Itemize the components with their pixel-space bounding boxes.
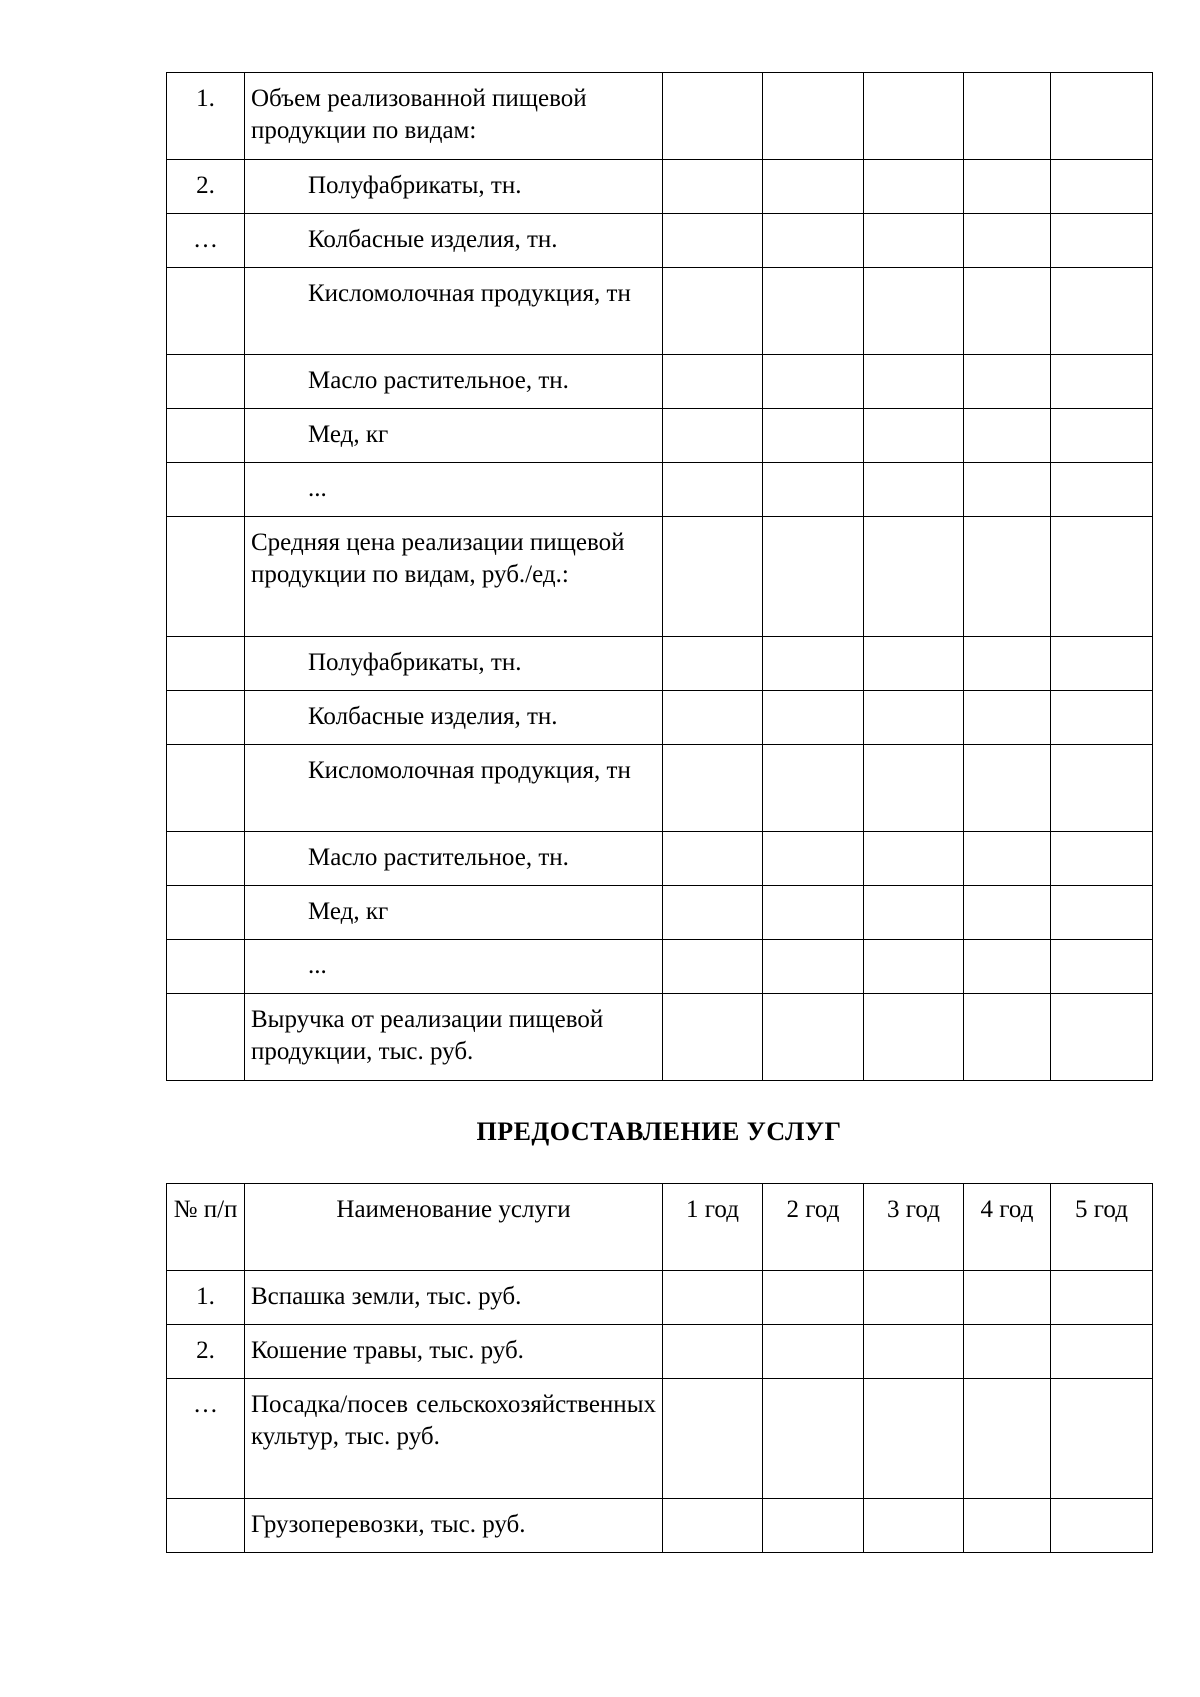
- year-4-cell: [964, 1271, 1051, 1325]
- row-label: Посадка/посев сельскохозяйственных культур, тыс. руб.: [245, 1379, 663, 1499]
- year-5-cell: [1051, 73, 1153, 160]
- table-row: [167, 1499, 1153, 1553]
- year-1-cell: [663, 637, 763, 691]
- row-label: Средняя цена реализации пищевой продукции по видам, руб./ед.:: [245, 517, 663, 637]
- year-2-cell: [763, 691, 864, 745]
- indicators-table-body: [167, 73, 1153, 1081]
- table-row: [167, 160, 1153, 214]
- year-4-cell: [964, 463, 1051, 517]
- year-5-cell: [1051, 355, 1153, 409]
- year-5-cell: [1051, 268, 1153, 355]
- row-label: Масло растительное, тн.: [245, 355, 663, 409]
- row-label: Кисломолочная продукция, тн: [245, 745, 663, 832]
- row-number: …: [167, 214, 245, 268]
- row-number: 1.: [167, 1271, 245, 1325]
- year-4-cell: [964, 355, 1051, 409]
- year-4-cell: [964, 637, 1051, 691]
- year-2-cell: [763, 463, 864, 517]
- year-3-cell: [864, 463, 964, 517]
- year-1-cell: [663, 691, 763, 745]
- year-1-cell: [663, 1271, 763, 1325]
- year-2-cell: [763, 832, 864, 886]
- year-3-cell: [864, 637, 964, 691]
- year-4-cell: [964, 409, 1051, 463]
- year-1-cell: [663, 994, 763, 1081]
- header-year-4: 4 год: [964, 1184, 1051, 1271]
- row-label: Колбасные изделия, тн.: [245, 214, 663, 268]
- row-label: Колбасные изделия, тн.: [245, 691, 663, 745]
- year-1-cell: [663, 1499, 763, 1553]
- year-1-cell: [663, 745, 763, 832]
- table-row: [167, 637, 1153, 691]
- header-year-1: 1 год: [663, 1184, 763, 1271]
- year-5-cell: [1051, 940, 1153, 994]
- year-3-cell: [864, 214, 964, 268]
- row-number: [167, 691, 245, 745]
- year-4-cell: [964, 940, 1051, 994]
- year-3-cell: [864, 1499, 964, 1553]
- table-row: [167, 73, 1153, 160]
- services-table-header: [167, 1184, 1153, 1271]
- year-2-cell: [763, 160, 864, 214]
- year-2-cell: [763, 637, 864, 691]
- row-number: [167, 832, 245, 886]
- row-label: Масло растительное, тн.: [245, 832, 663, 886]
- year-1-cell: [663, 886, 763, 940]
- year-4-cell: [964, 517, 1051, 637]
- year-2-cell: [763, 1379, 864, 1499]
- year-2-cell: [763, 886, 864, 940]
- year-2-cell: [763, 940, 864, 994]
- year-1-cell: [663, 214, 763, 268]
- year-5-cell: [1051, 463, 1153, 517]
- year-2-cell: [763, 994, 864, 1081]
- row-number: [167, 268, 245, 355]
- year-1-cell: [663, 268, 763, 355]
- row-label: Кисломолочная продукция, тн: [245, 268, 663, 355]
- year-5-cell: [1051, 832, 1153, 886]
- year-3-cell: [864, 355, 964, 409]
- row-number: [167, 355, 245, 409]
- year-2-cell: [763, 355, 864, 409]
- year-2-cell: [763, 1499, 864, 1553]
- year-4-cell: [964, 1379, 1051, 1499]
- table-row: [167, 517, 1153, 637]
- year-1-cell: [663, 355, 763, 409]
- year-3-cell: [864, 940, 964, 994]
- year-1-cell: [663, 940, 763, 994]
- row-number: 1.: [167, 73, 245, 160]
- row-number: 2.: [167, 160, 245, 214]
- row-number: [167, 994, 245, 1081]
- year-3-cell: [864, 1325, 964, 1379]
- year-3-cell: [864, 745, 964, 832]
- row-label: Объем реализованной пищевой продукции по видам:: [245, 73, 663, 160]
- year-5-cell: [1051, 1271, 1153, 1325]
- year-4-cell: [964, 994, 1051, 1081]
- year-5-cell: [1051, 886, 1153, 940]
- row-number: [167, 517, 245, 637]
- indicators-table: [166, 72, 1153, 1081]
- year-4-cell: [964, 1499, 1051, 1553]
- year-2-cell: [763, 268, 864, 355]
- year-1-cell: [663, 409, 763, 463]
- table-row: [167, 355, 1153, 409]
- year-5-cell: [1051, 994, 1153, 1081]
- row-label: Грузоперевозки, тыс. руб.: [245, 1499, 663, 1553]
- year-1-cell: [663, 160, 763, 214]
- row-label: Выручка от реализации пищевой продукции, тыс. руб.: [245, 994, 663, 1081]
- row-number: [167, 886, 245, 940]
- section-title: ПРЕДОСТАВЛЕНИЕ УСЛУГ: [476, 1117, 842, 1146]
- row-number: [167, 463, 245, 517]
- table-row: [167, 994, 1153, 1081]
- year-3-cell: [864, 73, 964, 160]
- year-4-cell: [964, 214, 1051, 268]
- year-2-cell: [763, 1325, 864, 1379]
- table-row: [167, 886, 1153, 940]
- year-1-cell: [663, 517, 763, 637]
- year-4-cell: [964, 73, 1051, 160]
- row-label: Мед, кг: [245, 409, 663, 463]
- row-number: [167, 940, 245, 994]
- row-label: ...: [245, 940, 663, 994]
- year-3-cell: [864, 994, 964, 1081]
- row-number: [167, 637, 245, 691]
- table-row: [167, 832, 1153, 886]
- table-row: [167, 691, 1153, 745]
- year-1-cell: [663, 1325, 763, 1379]
- year-4-cell: [964, 160, 1051, 214]
- year-1-cell: [663, 73, 763, 160]
- year-5-cell: [1051, 1379, 1153, 1499]
- year-4-cell: [964, 1325, 1051, 1379]
- header-year-2: 2 год: [763, 1184, 864, 1271]
- row-label: Кошение травы, тыс. руб.: [245, 1325, 663, 1379]
- header-service-name: Наименование услуги: [245, 1184, 663, 1271]
- year-1-cell: [663, 463, 763, 517]
- table-row: [167, 214, 1153, 268]
- row-label: Полуфабрикаты, тн.: [245, 160, 663, 214]
- header-year-3: 3 год: [864, 1184, 964, 1271]
- table-row: [167, 940, 1153, 994]
- row-label: ...: [245, 463, 663, 517]
- table-row: [167, 1271, 1153, 1325]
- row-label: Мед, кг: [245, 886, 663, 940]
- row-number: [167, 409, 245, 463]
- year-5-cell: [1051, 1325, 1153, 1379]
- year-3-cell: [864, 409, 964, 463]
- year-1-cell: [663, 832, 763, 886]
- header-year-5: 5 год: [1051, 1184, 1153, 1271]
- year-2-cell: [763, 409, 864, 463]
- year-2-cell: [763, 73, 864, 160]
- year-2-cell: [763, 1271, 864, 1325]
- row-number: 2.: [167, 1325, 245, 1379]
- table-row: [167, 1379, 1153, 1499]
- year-5-cell: [1051, 409, 1153, 463]
- year-2-cell: [763, 214, 864, 268]
- year-5-cell: [1051, 691, 1153, 745]
- table-row: [167, 745, 1153, 832]
- year-5-cell: [1051, 214, 1153, 268]
- year-3-cell: [864, 832, 964, 886]
- year-4-cell: [964, 832, 1051, 886]
- table-row: [167, 268, 1153, 355]
- table-row: [167, 1325, 1153, 1379]
- year-2-cell: [763, 745, 864, 832]
- year-5-cell: [1051, 637, 1153, 691]
- year-4-cell: [964, 745, 1051, 832]
- services-table-body: [167, 1271, 1153, 1553]
- row-number: …: [167, 1379, 245, 1499]
- table-header-row: [167, 1184, 1153, 1271]
- year-5-cell: [1051, 745, 1153, 832]
- year-5-cell: [1051, 517, 1153, 637]
- year-3-cell: [864, 517, 964, 637]
- year-1-cell: [663, 1379, 763, 1499]
- year-3-cell: [864, 1271, 964, 1325]
- year-3-cell: [864, 691, 964, 745]
- table-row: [167, 409, 1153, 463]
- row-number: [167, 745, 245, 832]
- year-5-cell: [1051, 160, 1153, 214]
- table-row: [167, 463, 1153, 517]
- year-3-cell: [864, 1379, 964, 1499]
- services-table: [166, 1183, 1153, 1553]
- row-label: Вспашка земли, тыс. руб.: [245, 1271, 663, 1325]
- row-number: [167, 1499, 245, 1553]
- row-label: Полуфабрикаты, тн.: [245, 637, 663, 691]
- year-4-cell: [964, 886, 1051, 940]
- year-3-cell: [864, 160, 964, 214]
- year-3-cell: [864, 268, 964, 355]
- header-number: № п/п: [167, 1184, 245, 1271]
- year-2-cell: [763, 517, 864, 637]
- year-3-cell: [864, 886, 964, 940]
- year-4-cell: [964, 268, 1051, 355]
- year-5-cell: [1051, 1499, 1153, 1553]
- year-4-cell: [964, 691, 1051, 745]
